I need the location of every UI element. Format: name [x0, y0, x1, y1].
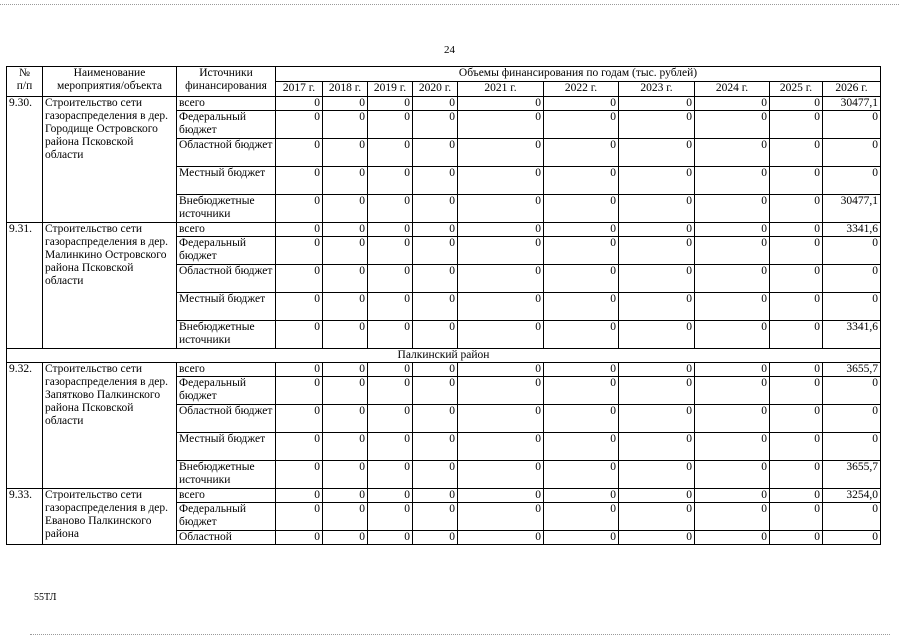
value-cell: 0 [458, 433, 544, 461]
header-year-cell: 2024 г. [695, 82, 770, 97]
financing-table [6, 66, 881, 545]
value-cell: 0 [544, 139, 619, 167]
scan-edge-bottom [30, 634, 890, 635]
header-year-cell: 2021 г. [458, 82, 544, 97]
value-cell: 0 [323, 461, 368, 489]
source-label: Федеральный бюджет [177, 237, 276, 265]
header-source: Источники финансирования [177, 67, 276, 97]
value-cell: 0 [619, 531, 695, 545]
header-num: № п/п [7, 67, 43, 97]
value-cell: 0 [368, 433, 413, 461]
table-row [7, 363, 881, 377]
value-cell: 0 [368, 405, 413, 433]
value-cell: 0 [770, 503, 823, 531]
value-cell: 0 [276, 293, 323, 321]
value-cell: 0 [276, 167, 323, 195]
value-cell: 0 [544, 461, 619, 489]
header-year-cell: 2017 г. [276, 82, 323, 97]
value-cell: 0 [276, 531, 323, 545]
value-cell: 0 [323, 433, 368, 461]
value-cell: 3254,0 [823, 489, 881, 503]
value-cell: 0 [770, 405, 823, 433]
value-cell: 0 [413, 223, 458, 237]
value-cell: 0 [368, 489, 413, 503]
value-cell: 0 [413, 461, 458, 489]
project-code: 9.30. [7, 97, 43, 223]
value-cell: 0 [458, 97, 544, 111]
value-cell: 0 [695, 167, 770, 195]
value-cell: 0 [276, 139, 323, 167]
source-label: Федеральный бюджет [177, 111, 276, 139]
source-label: всего [177, 97, 276, 111]
header-row-1 [7, 67, 881, 82]
value-cell: 0 [276, 97, 323, 111]
scan-edge-top [0, 4, 899, 5]
value-cell: 0 [368, 111, 413, 139]
value-cell: 0 [413, 139, 458, 167]
source-label: Федеральный бюджет [177, 503, 276, 531]
header-year-cell: 2020 г. [413, 82, 458, 97]
value-cell: 0 [368, 265, 413, 293]
value-cell: 0 [276, 223, 323, 237]
value-cell: 30477,1 [823, 195, 881, 223]
value-cell: 0 [770, 321, 823, 349]
value-cell: 0 [544, 237, 619, 265]
value-cell: 0 [544, 377, 619, 405]
value-cell: 0 [695, 503, 770, 531]
value-cell: 0 [323, 531, 368, 545]
value-cell: 0 [770, 265, 823, 293]
region-row [7, 349, 881, 363]
value-cell: 0 [458, 237, 544, 265]
value-cell: 0 [368, 321, 413, 349]
value-cell: 0 [544, 111, 619, 139]
value-cell: 0 [619, 321, 695, 349]
project-name: Строительство сети газораспределения в дер. Городище Островского района Псковской области [43, 97, 177, 223]
value-cell: 0 [619, 139, 695, 167]
value-cell: 0 [695, 223, 770, 237]
value-cell: 0 [368, 461, 413, 489]
value-cell: 0 [544, 363, 619, 377]
value-cell: 3655,7 [823, 461, 881, 489]
value-cell: 0 [323, 97, 368, 111]
value-cell: 0 [276, 503, 323, 531]
value-cell: 0 [323, 265, 368, 293]
header-year-cell: 2022 г. [544, 82, 619, 97]
value-cell: 0 [323, 223, 368, 237]
value-cell: 0 [695, 195, 770, 223]
value-cell: 0 [619, 461, 695, 489]
value-cell: 0 [413, 503, 458, 531]
value-cell: 0 [544, 265, 619, 293]
value-cell: 0 [458, 223, 544, 237]
value-cell: 0 [458, 195, 544, 223]
value-cell: 0 [276, 405, 323, 433]
value-cell: 0 [544, 503, 619, 531]
value-cell: 0 [770, 293, 823, 321]
value-cell: 0 [413, 489, 458, 503]
source-label: Внебюджетные источники [177, 195, 276, 223]
table-row [7, 223, 881, 237]
value-cell: 0 [323, 195, 368, 223]
value-cell: 0 [619, 489, 695, 503]
value-cell: 0 [619, 377, 695, 405]
region-title: Палкинский район [7, 349, 881, 363]
value-cell: 0 [323, 503, 368, 531]
project-code: 9.31. [7, 223, 43, 349]
value-cell: 0 [823, 139, 881, 167]
value-cell: 0 [276, 111, 323, 139]
value-cell: 0 [770, 195, 823, 223]
value-cell: 0 [770, 377, 823, 405]
value-cell: 0 [413, 405, 458, 433]
value-cell: 0 [823, 503, 881, 531]
value-cell: 0 [823, 237, 881, 265]
value-cell: 0 [695, 489, 770, 503]
value-cell: 0 [323, 139, 368, 167]
value-cell: 0 [276, 461, 323, 489]
value-cell: 0 [770, 531, 823, 545]
value-cell: 0 [368, 139, 413, 167]
value-cell: 0 [695, 531, 770, 545]
project-name: Строительство сети газораспределения в дер. Малинкино Островского района Псковской области [43, 223, 177, 349]
value-cell: 0 [695, 461, 770, 489]
value-cell: 0 [770, 363, 823, 377]
value-cell: 3655,7 [823, 363, 881, 377]
source-label: всего [177, 489, 276, 503]
value-cell: 0 [276, 433, 323, 461]
value-cell: 0 [323, 363, 368, 377]
page-number: 24 [444, 44, 455, 56]
footer-code: 55ТЛ [34, 592, 57, 603]
value-cell: 0 [619, 97, 695, 111]
value-cell: 0 [770, 489, 823, 503]
value-cell: 0 [619, 111, 695, 139]
value-cell: 0 [276, 377, 323, 405]
value-cell: 0 [413, 265, 458, 293]
value-cell: 0 [823, 405, 881, 433]
value-cell: 0 [770, 237, 823, 265]
value-cell: 0 [458, 363, 544, 377]
value-cell: 0 [413, 167, 458, 195]
value-cell: 0 [458, 321, 544, 349]
value-cell: 0 [276, 321, 323, 349]
project-name: Строительство сети газораспределения в дер. Запятково Палкинского района Псковской области [43, 363, 177, 489]
value-cell: 0 [823, 531, 881, 545]
value-cell: 0 [458, 167, 544, 195]
value-cell: 0 [619, 223, 695, 237]
source-label: Областной бюджет [177, 139, 276, 167]
source-label: Местный бюджет [177, 293, 276, 321]
value-cell: 0 [458, 293, 544, 321]
value-cell: 0 [413, 377, 458, 405]
value-cell: 0 [413, 111, 458, 139]
value-cell: 30477,1 [823, 97, 881, 111]
value-cell: 0 [619, 293, 695, 321]
value-cell: 0 [323, 377, 368, 405]
value-cell: 0 [368, 363, 413, 377]
value-cell: 0 [695, 139, 770, 167]
value-cell: 0 [619, 405, 695, 433]
value-cell: 0 [276, 363, 323, 377]
header-year-cell: 2025 г. [770, 82, 823, 97]
value-cell: 0 [323, 405, 368, 433]
table-row [7, 489, 881, 503]
header-years-title: Объемы финансирования по годам (тыс. рублей) [276, 67, 881, 82]
value-cell: 0 [458, 461, 544, 489]
value-cell: 0 [619, 195, 695, 223]
value-cell: 0 [770, 223, 823, 237]
header-year-cell: 2019 г. [368, 82, 413, 97]
value-cell: 0 [619, 503, 695, 531]
value-cell: 0 [619, 433, 695, 461]
value-cell: 0 [458, 531, 544, 545]
source-label: Внебюджетные источники [177, 321, 276, 349]
source-label: Областной бюджет [177, 405, 276, 433]
value-cell: 0 [323, 167, 368, 195]
value-cell: 3341,6 [823, 321, 881, 349]
value-cell: 0 [770, 433, 823, 461]
value-cell: 0 [544, 433, 619, 461]
value-cell: 0 [619, 237, 695, 265]
value-cell: 0 [458, 111, 544, 139]
value-cell: 0 [695, 293, 770, 321]
value-cell: 0 [323, 321, 368, 349]
value-cell: 0 [823, 111, 881, 139]
value-cell: 0 [413, 363, 458, 377]
value-cell: 0 [544, 167, 619, 195]
source-label: Областной бюджет [177, 265, 276, 293]
value-cell: 0 [544, 293, 619, 321]
value-cell: 0 [695, 97, 770, 111]
source-label: Внебюджетные источники [177, 461, 276, 489]
project-code: 9.32. [7, 363, 43, 489]
header-year-cell: 2026 г. [823, 82, 881, 97]
value-cell: 0 [695, 363, 770, 377]
value-cell: 0 [544, 405, 619, 433]
value-cell: 0 [695, 433, 770, 461]
header-year-cell: 2018 г. [323, 82, 368, 97]
value-cell: 0 [413, 293, 458, 321]
table-row [7, 97, 881, 111]
value-cell: 0 [368, 293, 413, 321]
header-year-cell: 2023 г. [619, 82, 695, 97]
source-label: Местный бюджет [177, 167, 276, 195]
value-cell: 0 [323, 237, 368, 265]
value-cell: 0 [770, 167, 823, 195]
value-cell: 0 [413, 321, 458, 349]
value-cell: 0 [368, 503, 413, 531]
value-cell: 0 [368, 195, 413, 223]
value-cell: 0 [458, 503, 544, 531]
source-label: Федеральный бюджет [177, 377, 276, 405]
value-cell: 0 [823, 293, 881, 321]
value-cell: 0 [695, 405, 770, 433]
source-label: Областной [177, 531, 276, 545]
value-cell: 0 [368, 377, 413, 405]
value-cell: 3341,6 [823, 223, 881, 237]
value-cell: 0 [823, 377, 881, 405]
value-cell: 0 [619, 265, 695, 293]
value-cell: 0 [695, 265, 770, 293]
value-cell: 0 [368, 167, 413, 195]
value-cell: 0 [458, 405, 544, 433]
value-cell: 0 [823, 167, 881, 195]
value-cell: 0 [368, 223, 413, 237]
value-cell: 0 [276, 237, 323, 265]
value-cell: 0 [619, 167, 695, 195]
value-cell: 0 [770, 139, 823, 167]
value-cell: 0 [323, 293, 368, 321]
value-cell: 0 [458, 489, 544, 503]
value-cell: 0 [276, 195, 323, 223]
value-cell: 0 [413, 195, 458, 223]
value-cell: 0 [544, 97, 619, 111]
header-name: Наименование мероприятия/объекта [43, 67, 177, 97]
source-label: всего [177, 223, 276, 237]
value-cell: 0 [458, 139, 544, 167]
value-cell: 0 [413, 433, 458, 461]
project-name: Строительство сети газораспределения в дер. Еваново Палкинского района [43, 489, 177, 545]
value-cell: 0 [544, 195, 619, 223]
value-cell: 0 [368, 237, 413, 265]
value-cell: 0 [413, 531, 458, 545]
value-cell: 0 [823, 433, 881, 461]
value-cell: 0 [619, 363, 695, 377]
source-label: Местный бюджет [177, 433, 276, 461]
value-cell: 0 [368, 531, 413, 545]
value-cell: 0 [413, 237, 458, 265]
value-cell: 0 [695, 377, 770, 405]
value-cell: 0 [544, 223, 619, 237]
value-cell: 0 [770, 97, 823, 111]
value-cell: 0 [695, 111, 770, 139]
value-cell: 0 [458, 265, 544, 293]
value-cell: 0 [695, 321, 770, 349]
value-cell: 0 [368, 97, 413, 111]
value-cell: 0 [823, 265, 881, 293]
value-cell: 0 [695, 237, 770, 265]
value-cell: 0 [276, 489, 323, 503]
value-cell: 0 [544, 531, 619, 545]
source-label: всего [177, 363, 276, 377]
value-cell: 0 [544, 489, 619, 503]
value-cell: 0 [770, 461, 823, 489]
project-code: 9.33. [7, 489, 43, 545]
value-cell: 0 [770, 111, 823, 139]
value-cell: 0 [323, 489, 368, 503]
value-cell: 0 [323, 111, 368, 139]
value-cell: 0 [413, 97, 458, 111]
value-cell: 0 [458, 377, 544, 405]
value-cell: 0 [544, 321, 619, 349]
value-cell: 0 [276, 265, 323, 293]
